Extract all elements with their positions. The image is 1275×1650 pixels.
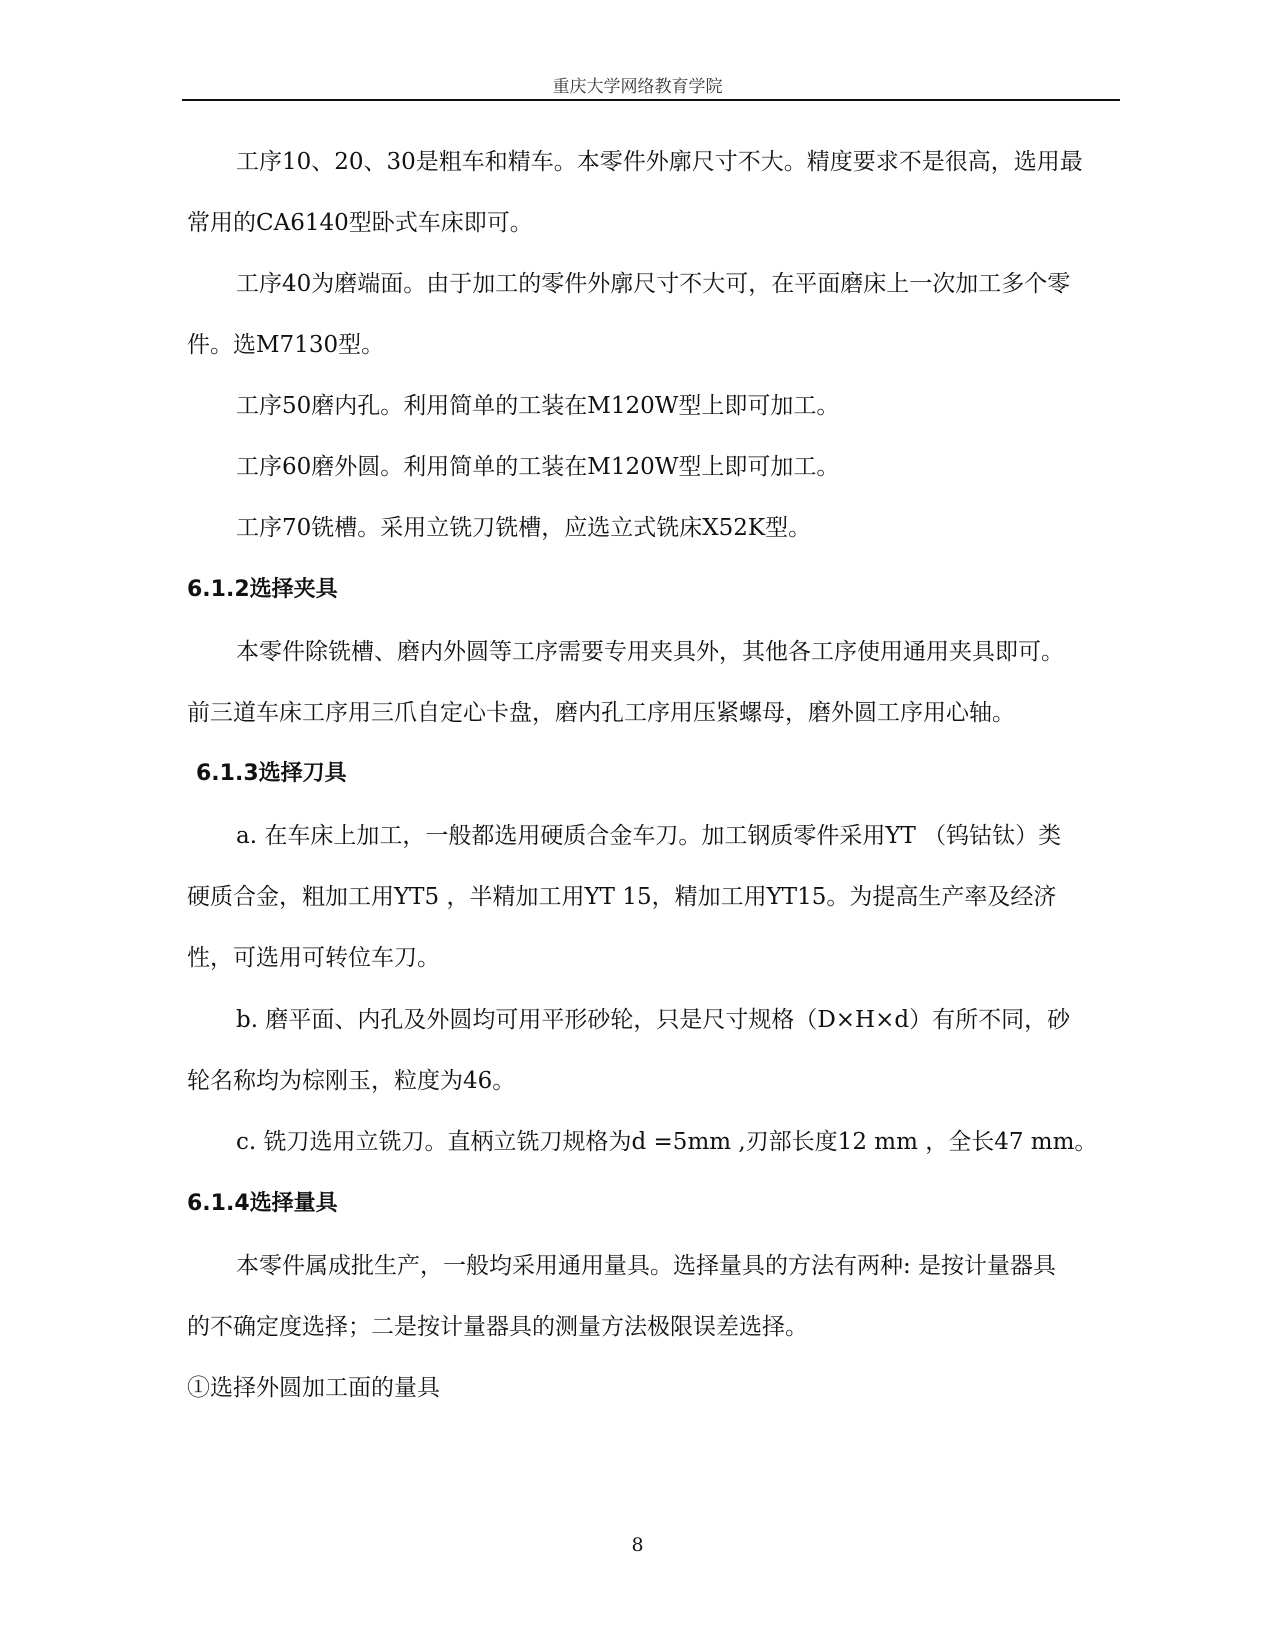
page-header-title: 重庆大学网络教育学院: [552, 77, 723, 97]
paragraph-line: 工序70铣槽。采用立铣刀铣槽，应选立式铣床X52K型。: [236, 515, 812, 541]
section-heading-fixtures: 6.1.2选择夹具: [187, 577, 338, 602]
paragraph-line: 本零件除铣槽、磨内外圆等工序需要专用夹具外，其他各工序使用通用夹具即可。: [236, 639, 1064, 665]
paragraph-line: 前三道车床工序用三爪自定心卡盘，磨内孔工序用压紧螺母，磨外圆工序用心轴。: [187, 700, 1015, 726]
section-heading-measuring-tools: 6.1.4选择量具: [187, 1191, 338, 1216]
paragraph-line: b. 磨平面、内孔及外圆均可用平形砂轮，只是尺寸规格（D×H×d）有所不同，砂: [236, 1007, 1071, 1033]
paragraph-line: 工序50磨内孔。利用简单的工装在M120W型上即可加工。: [236, 393, 840, 419]
paragraph-line: c. 铣刀选用立铣刀。直柄立铣刀规格为d =5mm ,刃部长度12 mm ，全长47 mm。: [236, 1129, 1098, 1155]
paragraph-line: 的不确定度选择；二是按计量器具的测量方法极限误差选择。: [187, 1314, 808, 1340]
paragraph-line: 工序40为磨端面。由于加工的零件外廓尺寸不大可，在平面磨床上一次加工多个零: [236, 271, 1071, 297]
paragraph-line: 常用的CA6140型卧式车床即可。: [187, 210, 533, 236]
paragraph-line: 轮名称均为棕刚玉，粒度为46。: [187, 1068, 516, 1094]
paragraph-line: 工序60磨外圆。利用简单的工装在M120W型上即可加工。: [236, 454, 840, 480]
paragraph-line: a. 在车床上加工，一般都选用硬质合金车刀。加工钢质零件采用YT （钨钴钛）类: [236, 823, 1062, 849]
section-heading-cutting-tools: 6.1.3选择刀具: [196, 761, 347, 786]
paragraph-line: 硬质合金，粗加工用YT5 ，半精加工用YT 15，精加工用YT15。为提高生产率及经济: [187, 884, 1057, 910]
subsection-heading: ①选择外圆加工面的量具: [187, 1375, 440, 1401]
paragraph-line: 件。选M7130型。: [187, 332, 385, 358]
page-number: 8: [631, 1534, 644, 1556]
paragraph-line: 工序10、20、30是粗车和精车。本零件外廓尺寸不大。精度要求不是很高，选用最: [236, 149, 1083, 175]
paragraph-line: 性，可选用可转位车刀。: [187, 945, 440, 971]
paragraph-line: 本零件属成批生产，一般均采用通用量具。选择量具的方法有两种: 是按计量器具: [236, 1253, 1057, 1279]
